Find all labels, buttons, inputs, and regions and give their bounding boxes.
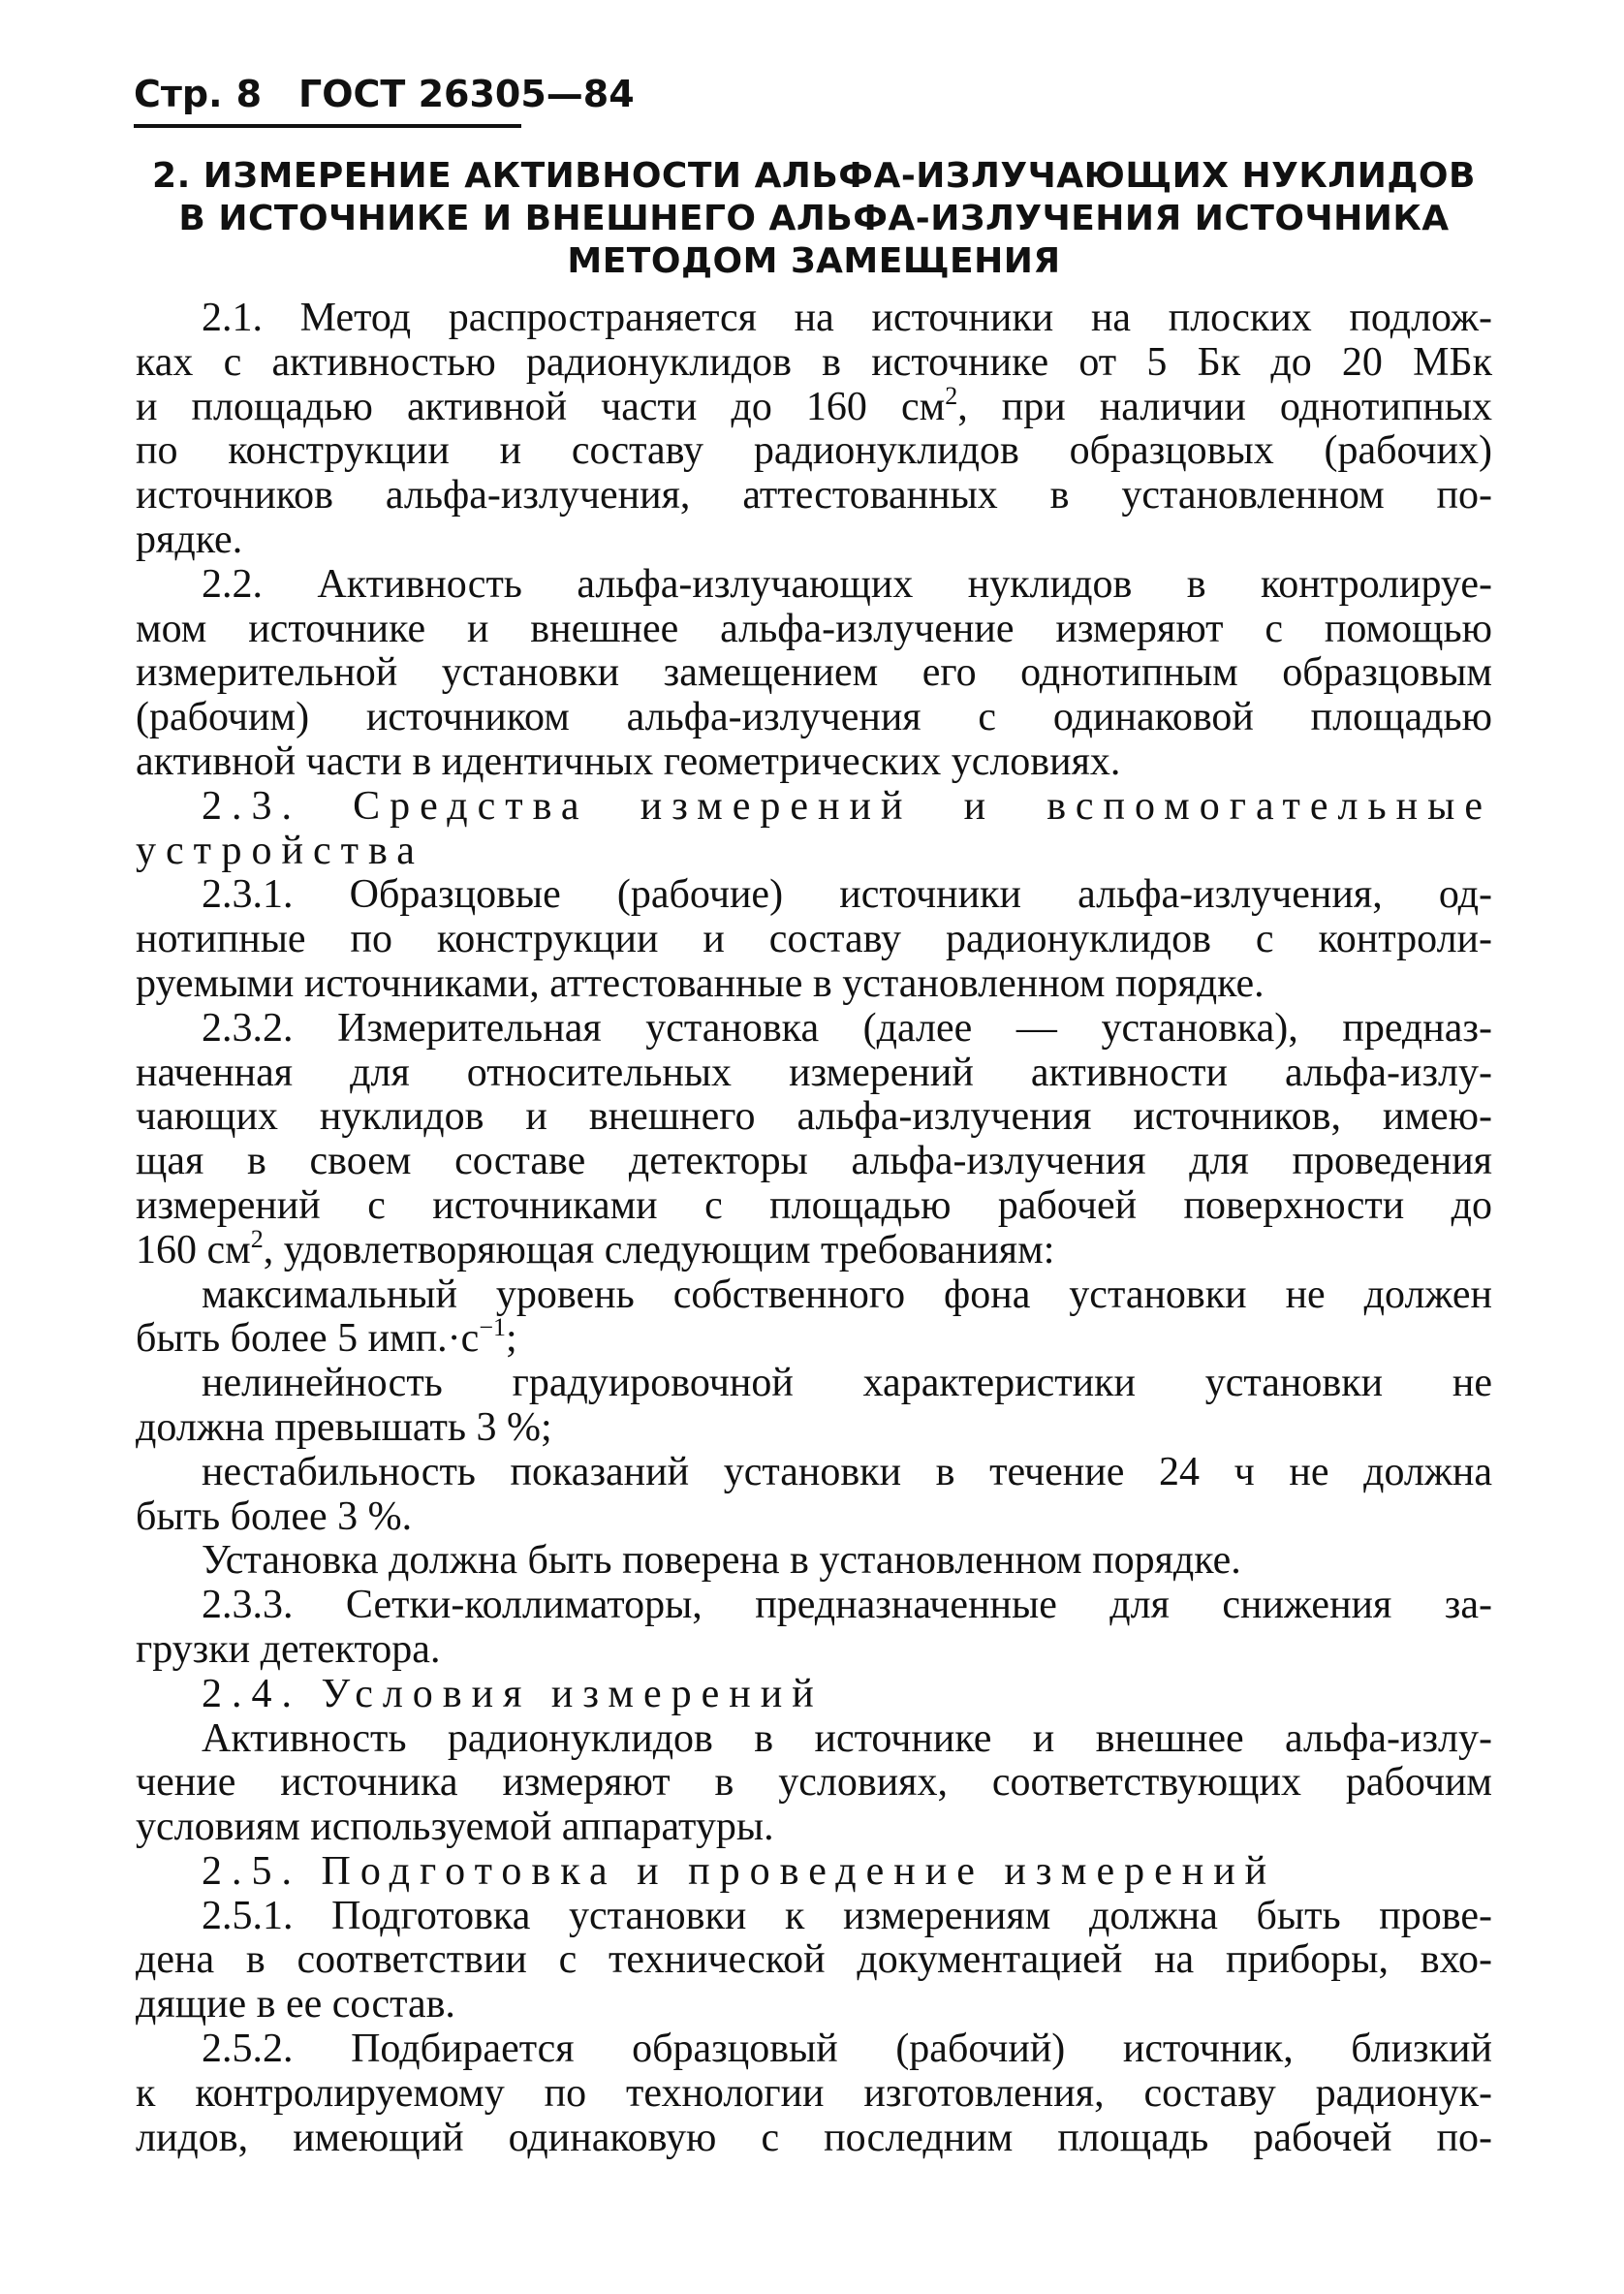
text-line: 2.5.1. Подготовка установки к измерениям должна быть прове- [202, 1893, 1492, 1938]
text-line: измерений с источниками с площадью рабочей поверхности до [136, 1182, 1492, 1228]
text-line: и площадью активной части до 160 $см^2$, при наличии однотипных [136, 381, 1492, 429]
text-line: щая в своем составе детекторы альфа-излучения для проведения [136, 1139, 1492, 1184]
text-line: чение источника измеряют в условиях, соответствующих рабочим [136, 1760, 1492, 1806]
text-line: источников альфа-излучения, аттестованных в установленном по- [136, 473, 1492, 519]
heading-line: МЕТОДОМ ЗАМЕЩЕНИЯ [567, 241, 1061, 281]
subsection-title: 2.4. Условия измерений [202, 1671, 824, 1716]
body-text [136, 297, 1492, 2160]
subsection-title: 2.5. Подготовка и проведение измерений [202, 1848, 1277, 1894]
superscript: 2 [945, 381, 958, 410]
text-line: нелинейность градуировочной характеристики установки не [202, 1361, 1492, 1406]
text-line: чающих нуклидов и внешнего альфа-излучения источников, имею- [136, 1094, 1492, 1140]
text-line: по конструкции и составу радионуклидов образцовых (рабочих) [136, 428, 1492, 474]
text-line: дена в соответствии с технической документацией на приборы, вхо- [136, 1937, 1492, 1983]
subsection-title: 2.3. Средства измерений и вспомогательные [202, 783, 1492, 829]
text-line: 2.1. Метод распространяется на источники на плоских подлож- [202, 296, 1492, 340]
text-line: ках с активностью радионуклидов в источнике от 5 Бк до 20 МБк [136, 339, 1492, 385]
superscript: −1 [479, 1313, 506, 1342]
text-line: активной части в идентичных геометрических условиях. [136, 738, 1121, 784]
text-line: 2.3.1. Образцовые (рабочие) источники альфа-излучения, од- [202, 872, 1492, 918]
running-head [134, 70, 635, 128]
superscript: 2 [250, 1224, 264, 1253]
text-line: условиям используемой аппаратуры. [136, 1805, 774, 1850]
text-line: быть более 5 $имп.\cdot с^{-1}$; [136, 1313, 517, 1362]
heading-line: 2. ИЗМЕРЕНИЕ АКТИВНОСТИ АЛЬФА-ИЗЛУЧАЮЩИХ НУКЛИДОВ [152, 156, 1476, 196]
text-line: наченная для относительных измерений активности альфа-излу- [136, 1050, 1492, 1095]
text-line: максимальный уровень собственного фона установки не должен [202, 1272, 1492, 1317]
page-label: Стр. [134, 73, 223, 115]
text-line: должна превышать 3 %; [136, 1404, 552, 1450]
subsection-title: устройства [136, 828, 424, 873]
text-line: быть более 3 %. [136, 1493, 413, 1539]
section-heading [136, 155, 1492, 283]
text-line: мом источнике и внешнее альфа-излучение измеряют с помощью [136, 606, 1492, 651]
text-line: нестабильность показаний установки в течение 24 ч не должна [202, 1449, 1492, 1494]
text-line: 2.2. Активность альфа-излучающих нуклидов в контролируе- [202, 561, 1492, 607]
text-line: 2.5.2. Подбирается образцовый (рабочий) источник, близкий [202, 2027, 1492, 2072]
text-line: к контролируемому по технологии изготовления, составу радионук- [136, 2070, 1492, 2116]
heading-line: В ИСТОЧНИКЕ И ВНЕШНЕГО АЛЬФА-ИЗЛУЧЕНИЯ ИСТОЧНИКА [178, 199, 1450, 238]
text-line: измерительной установки замещением его однотипным образцовым [136, 650, 1492, 696]
text-line: дящие в ее состав. [136, 1982, 455, 2027]
text-line: 160 $см^2$, удовлетворяющая следующим требованиям: [136, 1224, 1055, 1273]
text-line: рядке. [136, 517, 243, 562]
text-line: нотипные по конструкции и составу радионуклидов с контроли- [136, 917, 1492, 962]
text-line: Активность радионуклидов в источнике и внешнее альфа-излу- [202, 1715, 1492, 1761]
text-line: (рабочим) источником альфа-излучения с одинаковой площадью [136, 695, 1492, 740]
text-line: 2.3.2. Измерительная установка (далее — установка), предназ- [202, 1005, 1492, 1051]
text-line: грузки детектора. [136, 1626, 441, 1672]
text-line: Установка должна быть поверена в установленном порядке. [202, 1538, 1241, 1584]
standard-designation: ГОСТ 26305—84 [298, 73, 635, 115]
text-line: руемыми источниками, аттестованные в установленном порядке. [136, 960, 1265, 1006]
text-line: 2.3.3. Сетки-коллиматоры, предназначенные для снижения за- [202, 1583, 1492, 1628]
text-line: лидов, имеющий одинаковую с последним площадь рабочей по- [136, 2115, 1492, 2160]
page-number: 8 [235, 73, 263, 115]
